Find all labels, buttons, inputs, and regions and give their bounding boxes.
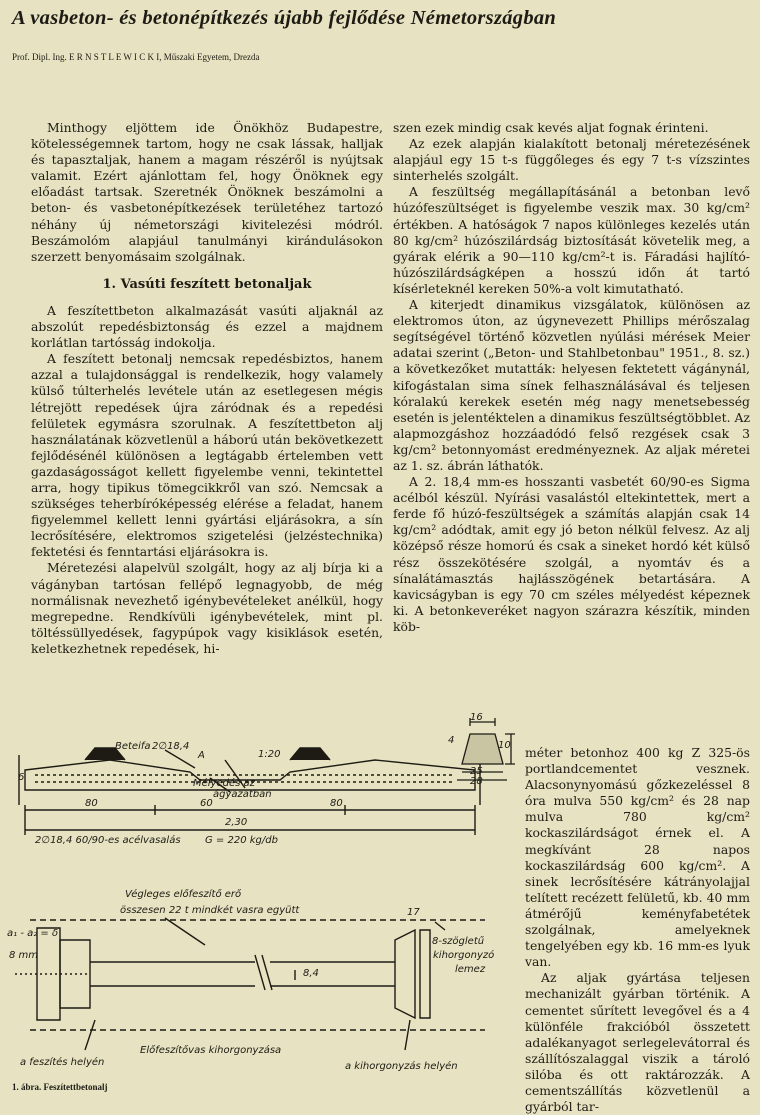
figure-label: 17 [407, 907, 420, 918]
figure-label: 80 [330, 798, 343, 809]
author-line: Prof. Dipl. Ing. E R N S T L E W I C K I, Műszaki Egyetem, Drezda [12, 52, 260, 62]
figure-label: 28 [470, 776, 483, 787]
sleeper-cross-section-drawing [445, 714, 523, 789]
paragraph: A kiterjedt dinamikus vizsgálatok, különösen az elektromos úton, az úgynevezett Phillips mérőszalag segítségével történő közvetlen nyúlási mérések Meier adatai szerint („Beton- und Stahlbetonbau" 1951., 8. sz.) a következőket mutatták: helyesen fektetett vágánynál, kifogástalan sima sínek felhasználásával és teljesen kóralakú kerekek esetén még nagy menetsebesség esetén is jelentéktelen a dinamikus feszültségtöbblet. Az alapmozgáshoz hozzáadódó felső rezgések csak 3 kg/cm² betonnyomást eredményeznek. Az aljak méretei az 1. sz. ábrán láthatók. [393, 297, 750, 473]
left-column [31, 120, 383, 657]
figure-label: lemez [455, 964, 486, 975]
paragraph: A feszített betonalj nemcsak repedésbiztos, hanem azzal a tulajdonsággal is rendelkezik, hogy valamely külső túlterhelés levétele után az esetlegesen mégis létrejött repedések újra záródnak és a repedési felületek egymásra szorulnak. A feszítettbeton alj használatának közvetlenül a háború után bekövetkezett fejlődésénél különösen a legtágabb értelemben vett gazdaságosságot kellett figyelembe venni, tekintettel arra, hogy tipikus tömegcikkről van szó. Nemcsak a szükséges teherbíróképesség elérése a feladat, hanem figyelemmel kellett lenni gyártási eljárásokra, a sín lecrősítésére, elektromos szigetelési (jelzéstechnika) fektetési és fenntartási eljárásokra is. [31, 351, 383, 560]
intro-paragraph: Minthogy eljöttem ide Önökhöz Budapestre, kötelességemnek tartom, hogy ne csak lássak, halljak és tapasztaljak, hanem a magam részéről is nyújtsak valamit. Ezért ajánlottam fel, hogy Önöknek egy előadást tartsak. Szeretnék Önöknek beszámolni a beton- és vasbetonépítkezések területéhez tartozó néhány új németországi kivitelezési módról. Beszámolóm alapjául tanulmányi kirándulásokon szerzett benyomásaim szolgálnak. [31, 120, 383, 264]
figure-label: kihorgonyzó [433, 950, 495, 961]
paragraph: A 2. 18,4 mm-es hosszanti vasbetét 60/90-es Sigma acélból készül. Nyírási vasalástól eltekintettek, mert a ferde fő húzó-feszültségek a számítás alapján csak 14 kg/cm² adódtak, amit egy jó beton nélkül felvesz. Az alj középső része homorú és csak a sineket hordó két külső rész összekötésére szolgál, a nyomtáv és a sínalátámasztás hajlásszögének betartására. A kavicságyban is egy 70 cm széles mélyedést képeznek ki. A betonkeveréket nagyon szárazra készítik, minden köb- [393, 474, 750, 634]
figure-label: 4 [448, 735, 455, 746]
paragraph: A feszítettbeton alkalmazását vasúti aljaknál az abszolút repedésbiztonság és ezzel a majdnem korlátlan tartósság indokolja. [31, 302, 383, 351]
figure-label: 10 [498, 740, 511, 751]
figure-label: 8 mm [9, 950, 39, 961]
figure-label: ágyazatban [213, 789, 272, 800]
anchorage-detail-drawing [15, 900, 510, 1065]
figure-label: 60 [200, 798, 213, 809]
paragraph: szen ezek mindig csak kevés aljat fognak érinteni. [393, 120, 709, 135]
figure-label: 2,30 [225, 817, 248, 828]
paragraph: A feszültség megállapításánál a betonban levő húzófeszültséget is figyelembe veszik max. 30 kg/cm² értékben. A hatóságok 7 napos különleges kezelés után 80 kg/cm² húzószilárdság biztosítását követelik meg, a gyárak elérik a 90—110 kg/cm²-t is. Fáradási hajlító-húzószilárdságképen a hosszú időn át tartó kísérleteknél kereken 50%-a volt kimutatható. [393, 184, 750, 296]
paragraph: Méretezési alapelvül szolgált, hogy az alj bírja ki a vágányban tartósan fellépő legnagyobb, de még normálisnak nevezhető igénybevételeket anélkül, hogy megrepedne. Rendkívüli igénybevételek, mint pl. töltéssüllyedések, fagypúpok vagy kisiklások esetén, keletkezhetnek repedések, hi- [31, 560, 383, 656]
figure-label: a₁ - a₂ = δ [7, 928, 59, 939]
figure-label: 8-szögletű [432, 936, 485, 947]
figure-label: Mélyedés az [193, 778, 255, 789]
figure-label: Végleges előfeszítő erő [125, 889, 242, 900]
figure-label: 80 [85, 798, 98, 809]
figure-caption: 1. ábra. Feszítettbetonalj [12, 1082, 108, 1092]
figure-label: G = 220 kg/db [205, 835, 278, 846]
figure-label: A [198, 750, 205, 761]
page-title: A vasbeton- és betonépítkezés újabb fejlődése Németországban [12, 7, 557, 29]
right-narrow-column [525, 745, 750, 1115]
paragraph: Az ezek alapján kialakított betonalj méretezésének alapjául egy 15 t-s függőleges és egy 7 t-s vízszintes sinterhelés szolgált. [393, 136, 750, 184]
right-column [393, 120, 750, 635]
figure-label: a feszítés helyén [20, 1057, 105, 1068]
figure-label: 8,4 [303, 968, 319, 979]
figure-label: 2∅18,4 [152, 741, 190, 752]
figure-label: 2∅18,4 60/90-es acélvasalás [35, 835, 181, 846]
paragraph: Az aljak gyártása teljesen mechanizált gyárban történik. A cementet sűrített levegővel és a 4 különféle frakcióból összetett adalékanyagot serlegelevátorral és szállítószalaggal viszik a tároló silóba és ott raktározzák. A cementszállítás közvetlenül a gyárból tar- [525, 970, 750, 1115]
figure-label: Beteifa [115, 741, 151, 752]
section-heading: 1. Vasúti feszített betonaljak [102, 276, 312, 292]
figure-label: Előfeszítővas kihorgonyzása [140, 1045, 282, 1056]
figure-label: 1:20 [258, 749, 281, 760]
figure-label: a kihorgonyzás helyén [345, 1061, 458, 1072]
figure-label: 16 [470, 712, 483, 723]
figure-label: 25 [470, 766, 483, 777]
figure-label: 6 [18, 772, 25, 783]
paragraph: méter betonhoz 400 kg Z 325-ös portlandcementet vesznek. Alacsonynyomású gőzkezeléssel 8 óra mulva 550 kg/cm² és 28 nap mulva 780 kg/cm² kockaszilárdságot érnek el. A megkívánt 28 napos kockaszilárdság 600 kg/cm². A sinek lecrősítésére kátrányolajjal telített recézett felületű, kb. 40 mm átmérőjű keményfabetétek szolgálnak, amelyeknek tengelyében egy kb. 16 mm-es lyuk van. [525, 745, 750, 970]
figure-label: összesen 22 t mindkét vasra együtt [120, 905, 300, 916]
